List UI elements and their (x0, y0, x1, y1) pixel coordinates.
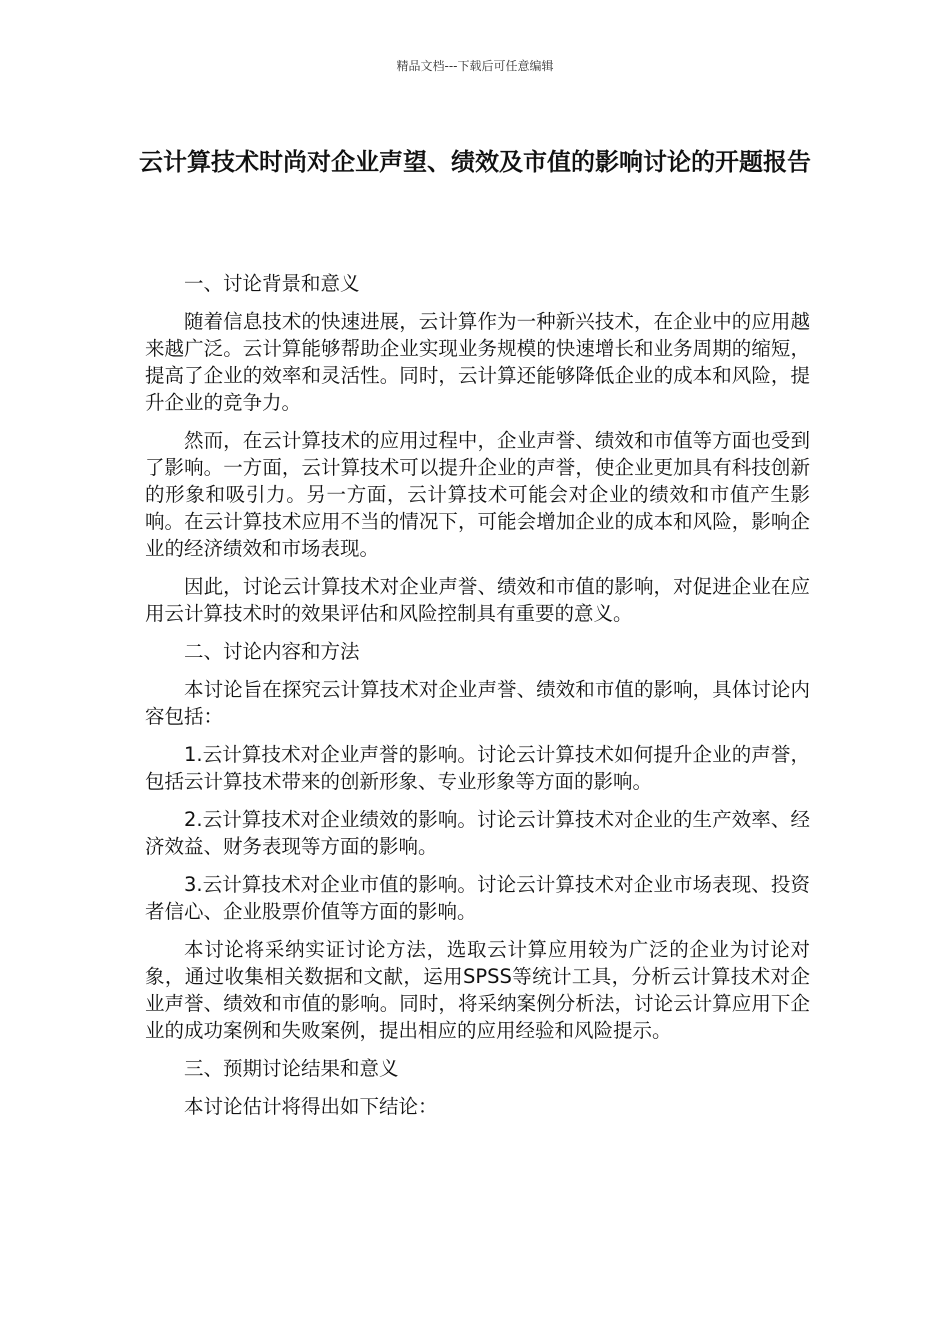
section-heading-background: 一、讨论背景和意义 (184, 272, 360, 295)
paragraph: 本讨论旨在探究云计算技术对企业声誉、绩效和市值的影响，具体讨论内容包括： (145, 678, 810, 728)
paragraph: 本讨论估计将得出如下结论： (184, 1095, 438, 1118)
paragraph: 然而，在云计算技术的应用过程中，企业声誉、绩效和市值等方面也受到了影响。一方面，云计算技术可以提升企业的声誉，使企业更加具有科技创新的形象和吸引力。另一方面，云计算技术可能会对企业的绩效和市值产生影响。在云计算技术应用不当的情况下，可能会增加企业的成本和风险，影响企业的经济绩效和市场表现。 (145, 429, 810, 560)
section-heading-content-method: 二、讨论内容和方法 (184, 640, 360, 663)
list-item: 3.云计算技术对企业市值的影响。讨论云计算技术对企业市场表现、投资者信心、企业股票价值等方面的影响。 (145, 873, 810, 923)
section-heading-expected-results: 三、预期讨论结果和意义 (184, 1057, 399, 1080)
list-item: 1.云计算技术对企业声誉的影响。讨论云计算技术如何提升企业的声誉，包括云计算技术带来的创新形象、专业形象等方面的影响。 (145, 743, 810, 793)
page-header-note: 精品文档---下载后可任意编辑 (396, 59, 554, 73)
paragraph: 因此，讨论云计算技术对企业声誉、绩效和市值的影响，对促进企业在应用云计算技术时的效果评估和风险控制具有重要的意义。 (145, 575, 810, 625)
paragraph: 随着信息技术的快速进展，云计算作为一种新兴技术，在企业中的应用越来越广泛。云计算能够帮助企业实现业务规模的快速增长和业务周期的缩短，提高了企业的效率和灵活性。同时，云计算还能够降低企业的成本和风险，提升企业的竞争力。 (145, 310, 810, 414)
document-title: 云计算技术时尚对企业声望、绩效及市值的影响讨论的开题报告 (139, 148, 811, 176)
paragraph: 本讨论将采纳实证讨论方法，选取云计算应用较为广泛的企业为讨论对象，通过收集相关数据和文献，运用SPSS等统计工具，分析云计算技术对企业声誉、绩效和市值的影响。同时，将采纳案例分析法，讨论云计算应用下企业的成功案例和失败案例，提出相应的应用经验和风险提示。 (145, 938, 810, 1042)
document-body (145, 270, 810, 1131)
list-item: 2.云计算技术对企业绩效的影响。讨论云计算技术对企业的生产效率、经济效益、财务表现等方面的影响。 (145, 808, 810, 858)
